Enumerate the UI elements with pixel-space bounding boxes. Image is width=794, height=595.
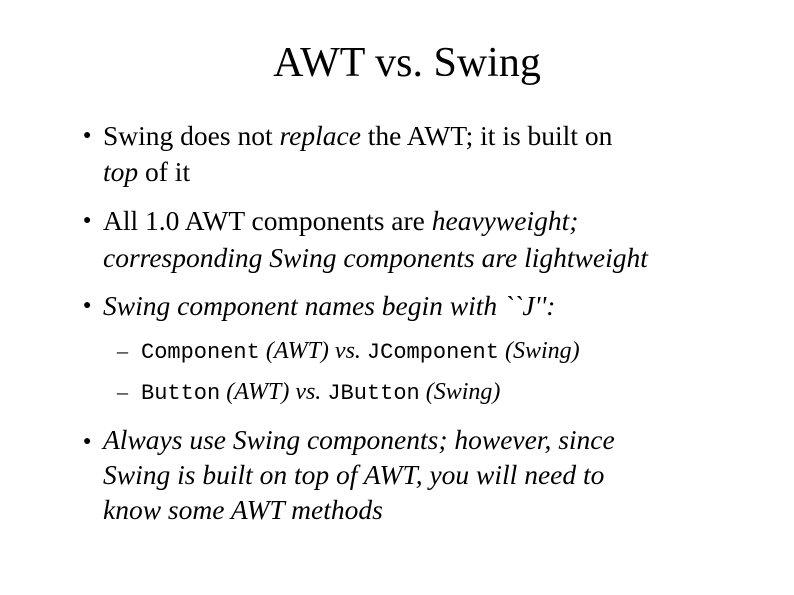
emphasis-text: Swing component names begin with ``J'': — [103, 290, 556, 321]
subitem-1 — [141, 336, 580, 368]
code-text: Component — [141, 340, 260, 365]
slide-title: AWT vs. Swing — [273, 40, 541, 86]
emphasis-text: know some AWT methods — [103, 494, 383, 525]
emphasis-text: heavyweight; — [431, 205, 579, 236]
code-text: JButton — [327, 381, 420, 406]
bullet-1-line-2 — [103, 154, 190, 189]
bullet-3-line-1 — [103, 288, 555, 323]
bullet-2-line-2 — [103, 240, 648, 275]
emphasis-text: Always use Swing components; however, since — [103, 424, 615, 455]
text-run: the AWT; it is built on — [360, 120, 613, 151]
emphasis-text: (Swing) — [419, 379, 501, 405]
bullet-icon: ● — [83, 298, 92, 313]
bullet-icon: ● — [83, 213, 92, 228]
bullet-4-line-3 — [103, 492, 383, 527]
subitem-2 — [141, 377, 500, 409]
emphasis-text: top — [103, 156, 139, 187]
dash-icon: – — [117, 338, 128, 363]
emphasis-text: (Swing) — [498, 338, 580, 364]
text-run: Swing does not — [103, 120, 280, 151]
emphasis-text: replace — [279, 120, 361, 151]
text-run: All 1.0 AWT components are — [103, 205, 432, 236]
code-text: JComponent — [366, 340, 499, 365]
bullet-2-line-1 — [103, 203, 578, 238]
emphasis-text: (AWT) vs. — [220, 379, 328, 405]
bullet-1-line-1 — [103, 118, 612, 153]
bullet-4-line-2 — [103, 457, 604, 492]
text-run: of it — [138, 156, 191, 187]
code-text: Button — [141, 381, 221, 406]
emphasis-text: (AWT) vs. — [259, 338, 367, 364]
bullet-icon: ● — [83, 128, 92, 143]
emphasis-text: corresponding Swing components are lightweight — [103, 242, 648, 273]
bullet-icon: ● — [83, 434, 92, 449]
emphasis-text: Swing is built on top of AWT, you will need to — [103, 459, 605, 490]
bullet-4-line-1 — [103, 422, 615, 457]
dash-icon: – — [117, 379, 128, 404]
